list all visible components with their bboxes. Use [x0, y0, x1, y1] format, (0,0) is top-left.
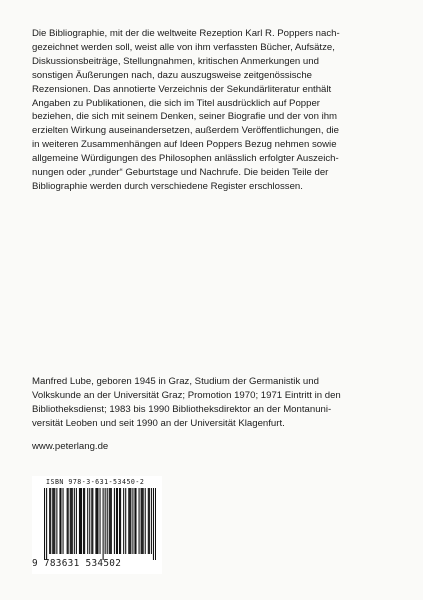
description-line: sonstigen Äußerungen nach, dazu auszugsweise zeitgenössische [32, 69, 312, 81]
author-bio-line: Manfred Lube, geboren 1945 in Graz, Studium der Germanistik und [32, 376, 319, 387]
description-line: erzielten Wirkung auseinandersetzen, außerdem Veröffentlichungen, die [32, 125, 340, 137]
author-bio-line: Bibliotheksdienst; 1983 bis 1990 Bibliotheksdirektor an der Montanuni- [32, 403, 332, 415]
description-line: Rezensionen. Das annotierte Verzeichnis der Sekundärliteratur enthält [32, 83, 332, 95]
isbn-label: ISBN 978-3-631-53450-2 [46, 478, 145, 486]
description-line: Diskussionsbeiträge, Stellungnahmen, kritischen Anmerkungen und [32, 55, 319, 67]
author-bio [32, 375, 394, 431]
ean-digits: 9 783631 534502 [32, 558, 122, 569]
description-line: Angaben zu Publikationen, die sich im Titel ausdrücklich auf Popper [32, 97, 320, 109]
description-line: allgemeine Würdigungen des Philosophen anlässlich erfolgter Auszeich- [32, 153, 339, 165]
author-bio-line: Volkskunde an der Universität Graz; Promotion 1970; 1971 Eintritt in den [32, 389, 341, 401]
barcode [32, 476, 162, 574]
description-line: nungen oder „runder“ Geburtstage und Nachrufe. Die beiden Teile der [32, 167, 329, 179]
author-bio-line: versität Leoben und seit 1990 an der Universität Klagenfurt. [32, 417, 285, 429]
description-line: gezeichnet werden soll, weist alle von ihm verfassten Bücher, Aufsätze, [32, 41, 335, 53]
barcode-bars-icon [44, 488, 156, 560]
description-line: beziehen, die sich mit seinem Denken, seiner Biografie und der von ihm [32, 111, 338, 123]
book-description [32, 27, 394, 194]
description-line: in weiteren Zusammenhängen auf Ideen Poppers Bezug nehmen sowie [32, 139, 337, 151]
description-line: Die Bibliographie, mit der die weltweite Rezeption Karl R. Poppers nach- [32, 28, 340, 39]
description-line: Bibliographie werden durch verschiedene Register erschlossen. [32, 180, 303, 192]
publisher-website[interactable]: www.peterlang.de [32, 441, 109, 452]
